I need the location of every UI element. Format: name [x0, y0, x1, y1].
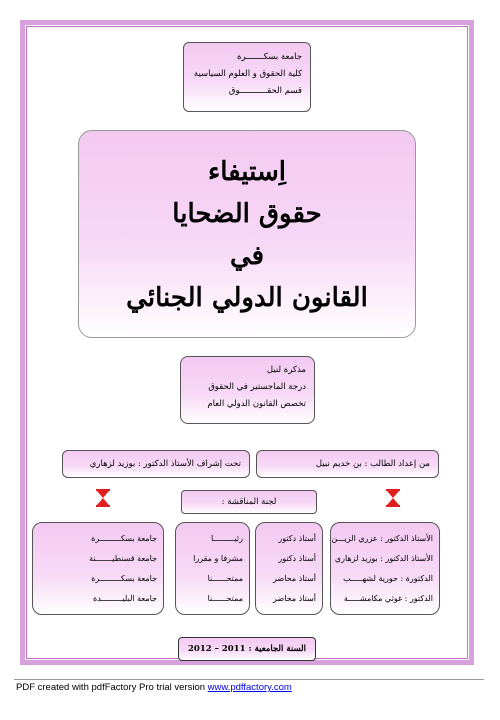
faculty-name: كلية الحقوق و العلوم السياسية	[193, 69, 302, 79]
title-line-4: القانون الدولي الجنائي	[126, 283, 368, 313]
committee-name: الأستاذ الدكتور : بوزيد لزهاري	[334, 554, 433, 563]
committee-rank: أستاذ دكتور	[278, 554, 316, 563]
committee-role: رئيـــــــــا	[210, 534, 243, 543]
memo-line-2: درجة الماجستير في الحقوق	[208, 382, 306, 392]
committee-title-box	[181, 490, 317, 514]
hourglass-icon	[96, 489, 110, 507]
committee-university: جامعة بسكـــــــــرة	[91, 574, 157, 583]
committee-university: جامعة البليـــــــــدة	[93, 594, 157, 603]
supervised-by-box	[62, 450, 250, 478]
committee-rank: أستاذ محاضر	[273, 594, 316, 603]
committee-role: ممتحــــــنا	[207, 594, 243, 603]
university-header-box	[183, 42, 311, 112]
title-line-1: اِستيفاء	[208, 157, 286, 187]
hourglass-icon	[386, 489, 400, 507]
committee-name: الدكتور : غوثي مكامشـــــة	[343, 594, 433, 603]
committee-ranks-box	[255, 522, 323, 615]
academic-year: السنة الجامعية : 2011 – 2012	[188, 644, 306, 654]
committee-role: ممتحــــــنا	[207, 574, 243, 583]
committee-title: لجنة المناقشة :	[221, 497, 277, 507]
supervised-by-text: تحت إشراف الأستاذ الدكتور : بوزيد لزهاري	[89, 459, 241, 469]
title-line-3: في	[229, 241, 265, 271]
title-line-2: حقوق الضحايا	[172, 199, 322, 229]
committee-name: الأستاذ الدكتور : عزري الزيـــن	[331, 534, 433, 543]
prepared-by-box	[256, 450, 439, 478]
memo-line-3: تخصص القانون الدولي العام	[207, 399, 306, 409]
memo-box	[180, 356, 315, 424]
committee-names-box	[330, 522, 440, 615]
committee-university: جامعة بسكـــــــــرة	[91, 534, 157, 543]
committee-roles-box	[175, 522, 250, 615]
footer-divider	[14, 679, 484, 680]
committee-universities-box	[32, 522, 164, 615]
academic-year-box	[178, 637, 316, 661]
committee-role: مشرفا و مقررا	[193, 554, 243, 563]
committee-rank: أستاذ دكتور	[278, 534, 316, 543]
prepared-by-text: من إعداد الطالب : بن خديم نبيل	[315, 459, 430, 469]
committee-rank: أستاذ محاضر	[273, 574, 316, 583]
pdf-footer	[16, 682, 292, 693]
footer-text: PDF created with pdfFactory Pro trial version	[16, 682, 208, 693]
committee-university: جامعة قسنطيـــــــنة	[89, 554, 157, 563]
thesis-title-box	[78, 130, 416, 338]
university-name: جامعة بسكـــــــرة	[237, 52, 302, 62]
committee-name: الدكتورة : حورية لشهـــــب	[343, 574, 433, 583]
footer-link[interactable]: www.pdffactory.com	[207, 682, 292, 693]
memo-line-1: مذكرة لنيل	[266, 365, 306, 375]
department-name: قسم الحقـــــــــــوق	[228, 86, 302, 96]
